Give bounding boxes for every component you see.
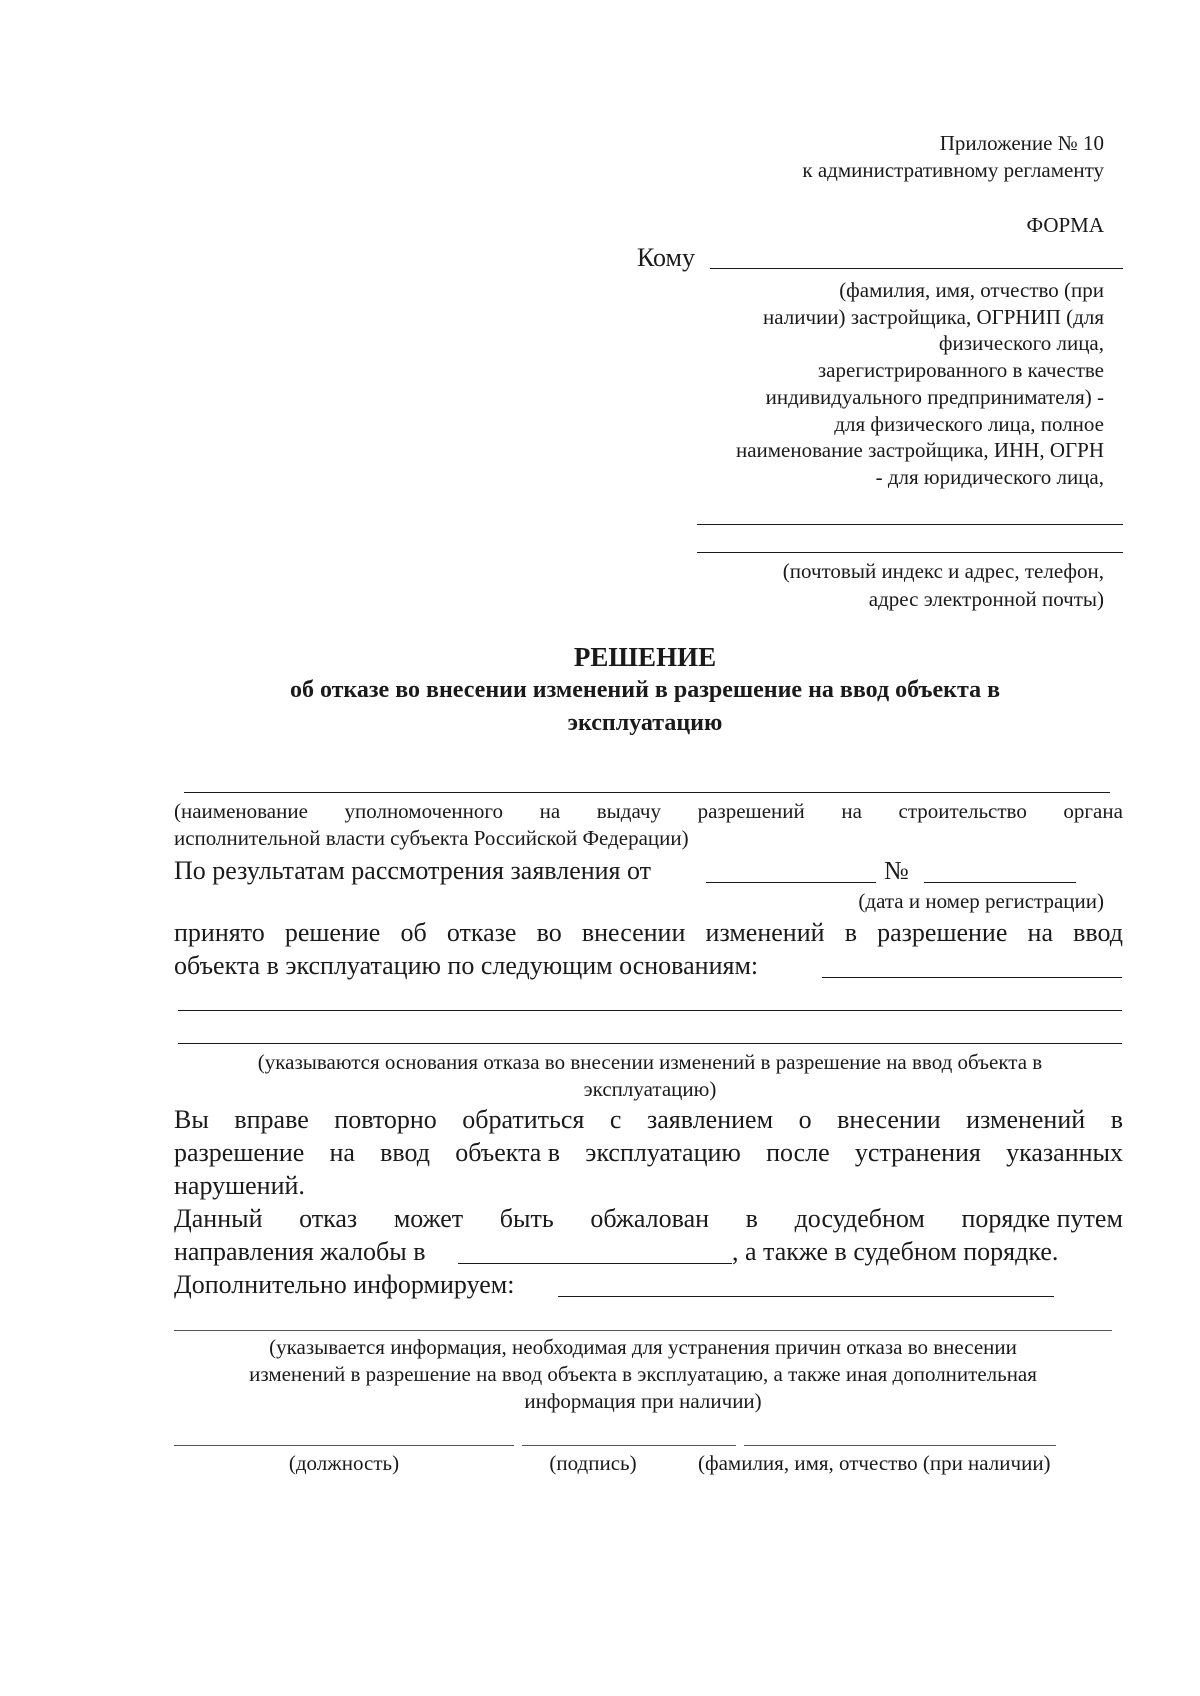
application-date-line [706,882,876,883]
form-label: ФОРМА [1026,213,1104,237]
appeal-body-line [458,1263,732,1264]
address-hint: (почтовый индекс и адрес, телефон, адрес электронной почты) [782,559,1104,611]
position-line [174,1445,514,1446]
grounds-line-2 [178,1043,1122,1044]
decision-title: РЕШЕНИЕ [573,642,717,672]
decision-text-line1: принято решение об отказе во внесении изменений в разрешение на ввод [174,918,1123,947]
decision-subtitle-line2: эксплуатацию [567,710,723,736]
full-name-hint: (фамилия, имя, отчество (при наличии) [698,1451,1051,1475]
reapply-text-line3: нарушений. [174,1171,305,1200]
results-label: По результатам рассмотрения заявления от [174,856,652,885]
grounds-hint-line1: (указываются основания отказа во внесении изменений в разрешение на ввод объекта в [257,1050,1043,1074]
reapply-text-line1: Вы вправе повторно обратиться с заявлением о внесении изменений в [174,1105,1123,1134]
additional-info-line [558,1296,1054,1297]
signature-hint: (подпись) [549,1451,637,1475]
info-separator-line [174,1330,1112,1331]
authority-hint-line1: (наименование уполномоченного на выдачу разрешений на строительство органа [174,799,1123,823]
info-hint-line3: информация при наличии) [524,1389,762,1413]
appeal-text-line2-start: направления жалобы в [174,1237,426,1266]
number-sign: № [884,856,909,885]
decision-text-line2: объекта в эксплуатацию по следующим основаниям: [174,951,759,980]
grounds-hint-line2: эксплуатацию) [583,1077,717,1101]
address-line-1 [697,524,1123,525]
regulation-reference: к административному регламенту [802,158,1104,182]
authority-hint-line2: исполнительной власти субъекта Российской Федерации) [174,826,689,850]
address-line-2 [697,552,1123,553]
application-number-line [924,882,1076,883]
full-name-line [744,1445,1056,1446]
info-hint-line2: изменений в разрешение на ввод объекта в эксплуатацию, а также иная дополнительная [249,1362,1037,1386]
appendix-number: Приложение № 10 [939,131,1104,155]
info-hint-line1: (указывается информация, необходимая для устранения причин отказа во внесении [269,1335,1017,1359]
to-label: Кому [637,243,696,272]
reapply-text-line2: разрешение на ввод объекта в эксплуатацию после устранения указанных [174,1138,1123,1167]
authority-name-line [184,792,1110,793]
recipient-details: (фамилия, имя, отчество (при наличии) застройщика, ОГРНИП (для физического лица, зарегистрированного в качестве индивидуального предпринимателя) - для физического лица, полное наименование застройщика, ИНН, ОГРН - для юридического лица, [735,278,1104,489]
position-hint: (должность) [288,1451,400,1475]
decision-subtitle-line1: об отказе во внесении изменений в разрешение на ввод объекта в [289,677,1001,703]
appeal-text-line1: Данный отказ может быть обжалован в досудебном порядке путем [174,1204,1123,1233]
date-number-hint: (дата и номер регистрации) [858,889,1104,913]
signature-line [522,1445,736,1446]
additional-info-label: Дополнительно информируем: [174,1270,515,1299]
appeal-text-line2-end: , а также в судебном порядке. [732,1237,1059,1266]
grounds-line-1 [178,1010,1122,1011]
grounds-line-0 [822,977,1122,978]
recipient-name-line [710,268,1123,269]
